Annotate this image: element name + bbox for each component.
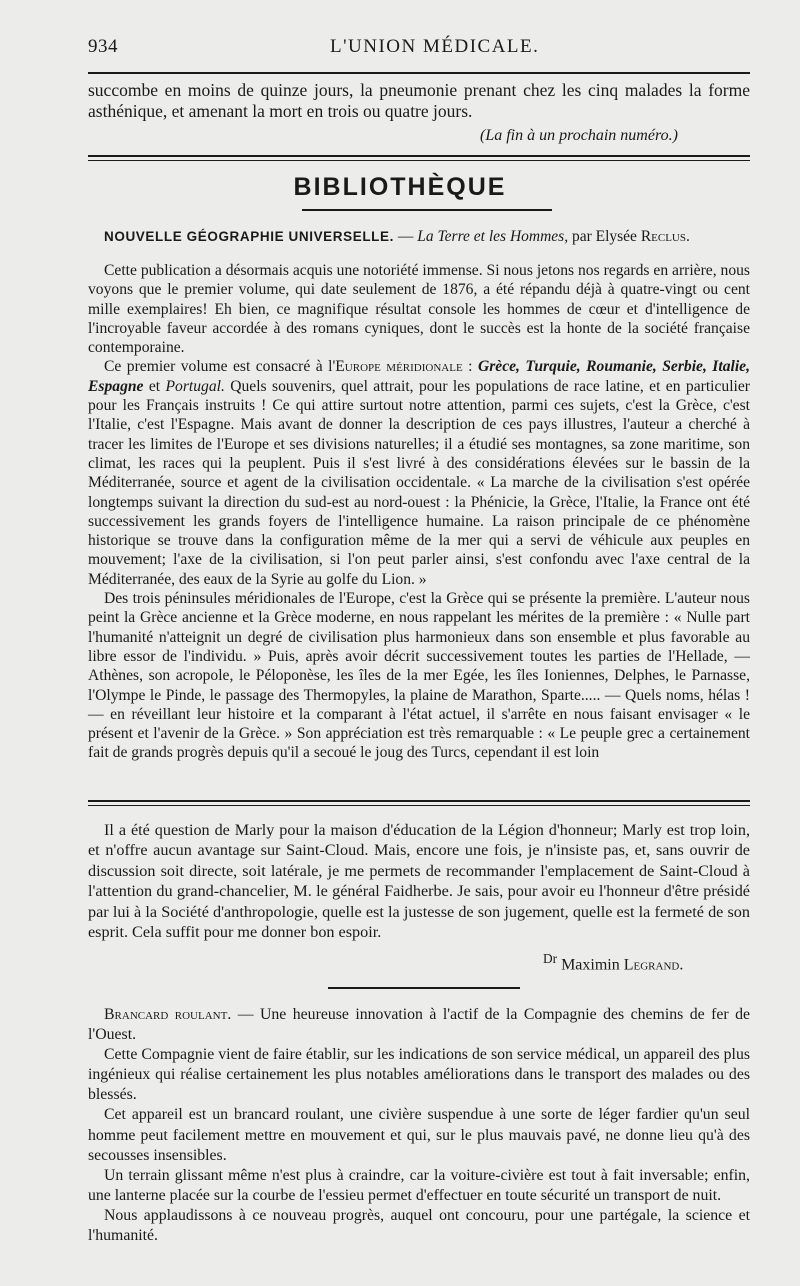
- signature-title: Dr: [543, 951, 558, 966]
- journal-title: L'UNION MÉDICALE.: [330, 36, 540, 57]
- running-header: [88, 36, 748, 66]
- p2-et: et: [143, 377, 166, 395]
- p2-colon: :: [462, 358, 478, 376]
- review-paragraph-1: Cette publication a désormais acquis une notoriété immense. Si nous jetons nos regards en arrière, nous voyons que le premier volume, qui date seulement de 1876, a été répandu déjà à quatre-vingt ou cent mille exemplaires! Eh bien, ce magnifique résultat console les hommes de cœur et d'intelligence de l'incroyable faveur accordée à des romans cyniques, dont le succès est la honte de la société française contemporaine.: [88, 262, 750, 357]
- p2-portugal: Portugal.: [165, 377, 225, 395]
- footnote-double-rule-bottom: [88, 805, 750, 806]
- signature-name: Maximin: [561, 956, 624, 974]
- p2-region: Europe méridionale: [335, 358, 463, 376]
- brancard-paragraph-2: Cet appareil est un brancard roulant, une civière suspendue à une sorte de léger fardier qu'un seul homme peut facilement mettre en mouvement et qui, sur le plus mauvais pavé, ne donne lieu qu'à des secousses insensibles.: [88, 1106, 750, 1164]
- letter-signature: [543, 951, 683, 974]
- continuation-note: (La fin à un prochain numéro.): [480, 127, 678, 144]
- work-subtitle: La Terre et les Hommes,: [417, 228, 569, 245]
- author-surname: Reclus.: [640, 228, 690, 245]
- review-body: [88, 261, 750, 763]
- brancard-heading: Brancard roulant.: [104, 1006, 232, 1023]
- letter-paragraph: Il a été question de Marly pour la maison d'éducation de la Légion d'honneur; Marly est trop loin, et n'offre aucun avantage sur Saint-Cloud. Mais, encore une fois, je n'insiste pas, et, sans ouvrir de discussion soit directe, soit latérale, je me permets de recommander l'emplacement de Saint-Cloud à l'attention du grand-chancelier, M. le général Faidherbe. Je sais, pour avoir eu l'honneur d'être présidé par lui à la Société d'anthropologie, quelle est la justesse de son jugement, quelle est la fermeté de son esprit. Cela suffit pour me donner bon espoir.: [88, 821, 750, 942]
- review-paragraph-2: [88, 357, 750, 589]
- heading-dash: —: [393, 228, 418, 245]
- p2-lead: Ce premier volume est consacré à l': [104, 358, 336, 376]
- brancard-lead-paragraph: [88, 1005, 750, 1045]
- section-title: BIBLIOTHÈQUE: [293, 173, 507, 201]
- review-heading: [104, 228, 690, 246]
- brancard-lead: — Une heureuse innovation à l'actif de la Compagnie des chemins de fer de l'Ouest.: [88, 1006, 750, 1044]
- section-title-underline: [302, 209, 552, 211]
- page-number: 934: [88, 36, 118, 57]
- author-prefix: par Elysée: [568, 228, 641, 245]
- separator-rule: [328, 987, 520, 989]
- brancard-article: [88, 1005, 750, 1246]
- brancard-paragraph-3: Un terrain glissant même n'est plus à craindre, car la voiture-civière est tout à fait inversable; enfin, une lanterne placée sur la courbe de l'essieu permet d'effectuer en toute sécurité un transport de nuit.: [88, 1166, 750, 1204]
- review-paragraph-3: Des trois péninsules méridionales de l'Europe, c'est la Grèce qui se présente la première. L'auteur nous peint la Grèce ancienne et la Grèce moderne, en nous rappelant les mérites de la première : « Nulle part l'humanité n'atteignit un degré de civilisation plus harmonieux dans son ensemble et plus favorable au libre essor de l'individu. » Puis, après avoir décrit successivement toutes les parties de l'Hellade, — Athènes, son acropole, le Péloponèse, les îles de la mer Egée, les îles Ioniennes, Delphes, le Parnasse, l'Olympe le Pinde, le passage des Thermopyles, la plaine de Marathon, Sparte..... — Quels noms, hélas ! — en réveillant leur histoire et la comparant à l'état actuel, il s'arrête en nous faisant envisager « le présent et l'avenir de la Grèce. » Son appréciation est très remarquable : « Le peuple grec a certainement fait de grands progrès depuis qu'il a secoué le joug des Turcs, cependant il est loin: [88, 590, 750, 762]
- p2-countries: Grèce, Turquie, Roumanie, Serbie, Italie, Espagne: [88, 358, 750, 395]
- footnote-double-rule-top: [88, 800, 750, 802]
- section-double-rule-bottom: [88, 160, 750, 161]
- section-double-rule-top: [88, 155, 750, 157]
- work-title: NOUVELLE GÉOGRAPHIE UNIVERSELLE.: [104, 229, 394, 244]
- signature-surname: Legrand.: [623, 956, 684, 974]
- brancard-paragraph-4: Nous applaudissons à ce nouveau progrès, auquel ont concouru, pour une partégale, la science et l'humanité.: [88, 1206, 750, 1245]
- p2-body: Quels souvenirs, quel attrait, pour les populations de race latine, et en particulier pour les Français instruits ! Ce qui attire surtout notre attention, parmi ces sujets, c'est la Grèce, c'est l'Italie, c'est l'Espagne. Mais avant de donner la description de ces pays illustres, l'auteur a cherché à tracer les limites de l'Europe et ses divisions naturelles; il a étudié ses montagnes, sa zone maritime, son climat, les races qui la peuplent. Puis il s'est livré à des considérations élevées sur le bassin de la Méditerranée, source et agent de la civilisation occidentale. « La marche de la civilisation s'est opérée longtemps suivant la direction du sud-est au nord-ouest : la Phénicie, la Grèce, l'Italie, la France ont été successivement les grands foyers de l'intelligence humaine. La raison principale de ce phénomène historique se trouve dans la configuration même de la mer qui a servi de véhicule aux peuples en mouvement; l'axe de la civilisation, si l'on peut parler ainsi, s'est confondu avec l'axe central de la Méditerranée, des eaux de la Syrie au golfe du Lion. »: [88, 377, 750, 588]
- header-rule: [88, 72, 750, 74]
- intro-paragraph: succombe en moins de quinze jours, la pneumonie prenant chez les cinq malades la forme asthénique, et amenant la mort en trois ou quatre jours.: [88, 80, 750, 121]
- brancard-paragraph-1: Cette Compagnie vient de faire établir, sur les indications de son service médical, un appareil des plus ingénieux qui réalise certainement les plus notables améliorations dans le transport des malades ou des blessés.: [88, 1046, 750, 1104]
